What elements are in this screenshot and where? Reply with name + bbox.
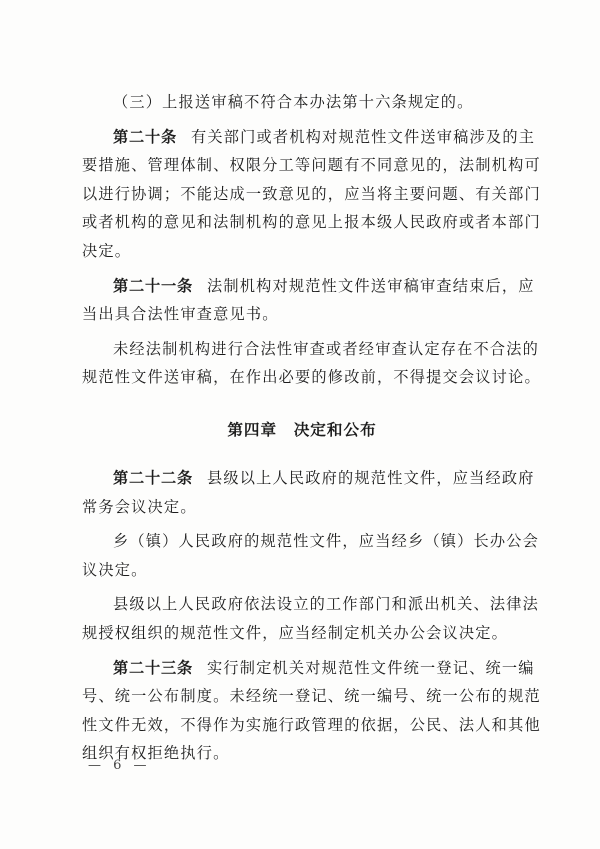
document-body (82, 88, 541, 768)
text-line: 或者机构的意见和法制机构的意见上报本级人民政府或者本部门 (82, 213, 541, 232)
article-number: 第二十条 (113, 127, 177, 146)
text-line: 议决定。 (82, 560, 148, 579)
paragraph-unreviewed (82, 335, 541, 392)
article-number: 第二十二条 (113, 468, 193, 487)
paragraph-item-3 (82, 88, 522, 117)
text-line: 常务会议决定。 (82, 497, 197, 516)
text-line: 号、统一公布制度。未经统一登记、统一编号、统一公布的规范 (82, 687, 541, 706)
chapter-title: 第四章 决定和公布 (227, 420, 377, 439)
text-line: 乡（镇）人民政府的规范性文件，应当经乡（镇）长办公会 (113, 532, 540, 551)
text-line: 规范性文件送审稿，在作出必要的修改前，不得提交会议讨论。 (82, 368, 541, 387)
article-22 (82, 464, 535, 521)
text-line: 法制机构对规范性文件送审稿审查结束后，应 (206, 276, 535, 295)
text-line: 县级以上人民政府的规范性文件，应当经政府 (206, 468, 535, 487)
article-21 (82, 272, 535, 329)
text-line: 以进行协调；不能达成一致意见的，应当将主要问题、有关部门 (82, 184, 541, 203)
paragraph-township (82, 527, 540, 584)
text-line: 县级以上人民政府依法设立的工作部门和派出机关、法律法 (113, 595, 540, 614)
text-line: 实行制定机关对规范性文件统一登记、统一编 (206, 658, 535, 677)
text-line: 组织有权拒绝执行。 (82, 744, 230, 763)
text-line: 规授权组织的规范性文件，应当经制定机关办公会议决定。 (82, 623, 509, 642)
article-number: 第二十一条 (113, 276, 193, 295)
text-line: 决定。 (82, 241, 132, 260)
article-number: 第二十三条 (113, 658, 193, 677)
text-line: 当出具合法性审查意见书。 (82, 305, 279, 324)
article-20 (82, 123, 541, 266)
paragraph-departments (82, 590, 540, 647)
article-23 (82, 654, 541, 768)
text-line: 要措施、管理体制、权限分工等问题有不同意见的，法制机构可 (82, 156, 541, 175)
text-line: 未经法制机构进行合法性审查或者经审查认定存在不合法的 (113, 339, 540, 358)
text-line: 性文件无效，不得作为实施行政管理的依据，公民、法人和其他 (82, 715, 541, 734)
text-line: （三）上报送审稿不符合本办法第十六条规定的。 (113, 93, 474, 111)
page-number: — 6 — (88, 758, 151, 773)
text-line: 有关部门或者机构对规范性文件送审稿涉及的主 (190, 127, 536, 146)
